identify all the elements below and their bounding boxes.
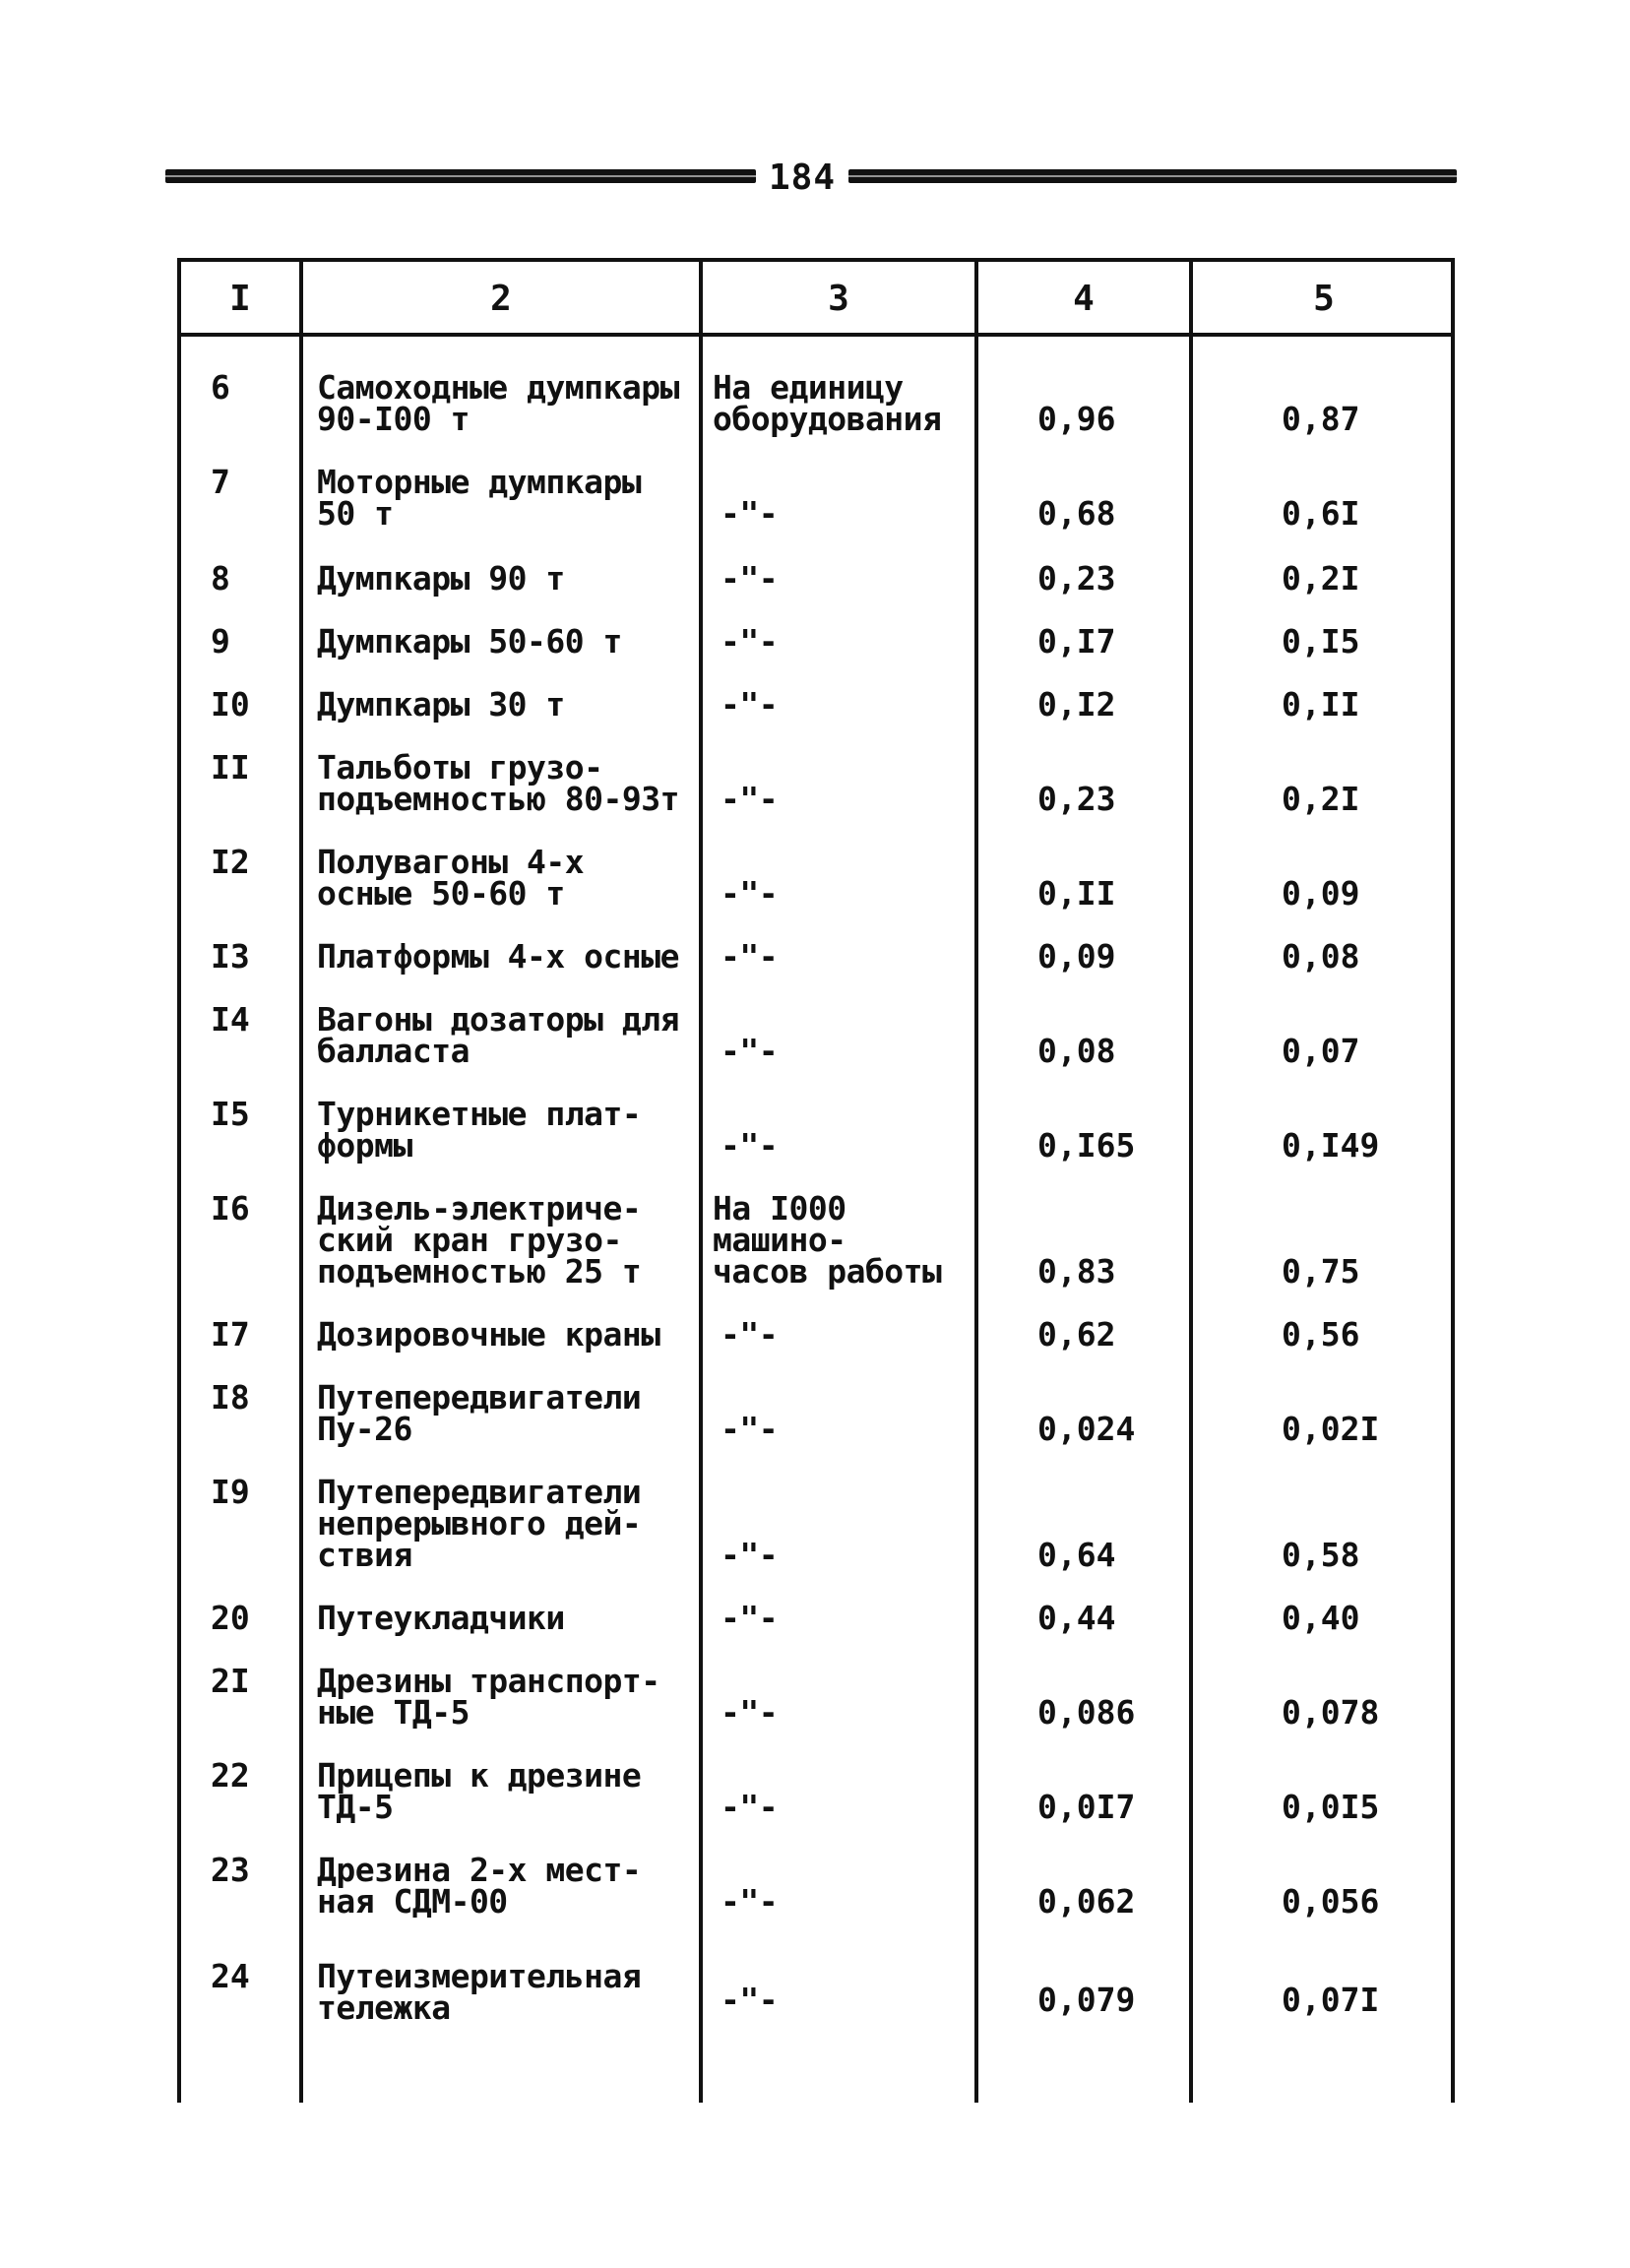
equipment-name: Думпкары 90 т — [317, 559, 565, 598]
row-number: I6 — [211, 1189, 250, 1228]
value-col-5: 0,75 — [1282, 1252, 1360, 1291]
equipment-name: Дрезины транспорт- ные ТД-5 — [317, 1662, 660, 1732]
table-row — [181, 368, 1459, 438]
row-number: I2 — [211, 843, 250, 881]
column-header-2: 2 — [490, 279, 512, 319]
unit-of-measure: -"- — [721, 1693, 779, 1732]
value-col-5: 0,I49 — [1282, 1126, 1380, 1165]
row-number: 9 — [211, 622, 230, 661]
value-col-5: 0,07 — [1282, 1032, 1360, 1070]
table-row — [181, 1315, 1459, 1354]
value-col-5: 0,40 — [1282, 1599, 1360, 1637]
table-row — [181, 1599, 1459, 1637]
table-row — [181, 1756, 1459, 1826]
value-col-4: 0,I2 — [1037, 685, 1116, 724]
table-row — [181, 1378, 1459, 1448]
row-number: I0 — [211, 685, 250, 724]
row-number: II — [211, 748, 250, 787]
value-col-5: 0,2I — [1282, 559, 1360, 598]
equipment-name: Думпкары 30 т — [317, 685, 565, 724]
value-col-5: 0,2I — [1282, 780, 1360, 818]
value-col-5: 0,II — [1282, 685, 1360, 724]
value-col-4: 0,44 — [1037, 1599, 1116, 1637]
equipment-table — [177, 258, 1455, 2103]
equipment-name: Прицепы к дрезине ТД-5 — [317, 1756, 642, 1826]
value-col-4: 0,I7 — [1037, 622, 1116, 661]
row-number: I8 — [211, 1378, 250, 1417]
value-col-5: 0,07I — [1282, 1981, 1380, 2019]
header-rule-left — [165, 169, 756, 183]
unit-of-measure: На единицу оборудования — [713, 368, 942, 438]
unit-of-measure: -"- — [721, 559, 779, 598]
table-row — [181, 1473, 1459, 1574]
row-number: 23 — [211, 1851, 250, 1889]
value-col-5: 0,0I5 — [1282, 1788, 1380, 1826]
row-number: 22 — [211, 1756, 250, 1795]
value-col-4: 0,062 — [1037, 1882, 1136, 1921]
row-number: 2I — [211, 1662, 250, 1700]
value-col-5: 0,078 — [1282, 1693, 1380, 1732]
value-col-5: 0,87 — [1282, 400, 1360, 438]
table-row — [181, 937, 1459, 976]
unit-of-measure: -"- — [721, 1536, 779, 1574]
column-divider — [1189, 262, 1193, 2103]
table-row — [181, 843, 1459, 913]
equipment-name: Путепередвигатели непрерывного дей- ствия — [317, 1473, 642, 1574]
table-row — [181, 1851, 1459, 1921]
row-number: 7 — [211, 463, 230, 501]
unit-of-measure: -"- — [721, 494, 779, 533]
value-col-5: 0,I5 — [1282, 622, 1360, 661]
value-col-4: 0,62 — [1037, 1315, 1116, 1354]
table-row — [181, 1000, 1459, 1070]
table-row — [181, 1957, 1459, 2027]
value-col-4: 0,08 — [1037, 1032, 1116, 1070]
equipment-name: Турникетные плат- формы — [317, 1095, 642, 1165]
row-number: I4 — [211, 1000, 250, 1039]
value-col-5: 0,56 — [1282, 1315, 1360, 1354]
unit-of-measure: -"- — [721, 1126, 779, 1165]
column-header-4: 4 — [1073, 279, 1095, 319]
unit-of-measure: -"- — [721, 1032, 779, 1070]
unit-of-measure: -"- — [721, 874, 779, 913]
table-row — [181, 685, 1459, 724]
row-number: 24 — [211, 1957, 250, 1995]
equipment-name: Дозировочные краны — [317, 1315, 660, 1354]
equipment-name: Путеизмерительная тележка — [317, 1957, 642, 2027]
header-rule-right — [848, 169, 1457, 183]
unit-of-measure: -"- — [721, 780, 779, 818]
equipment-name: Путеукладчики — [317, 1599, 565, 1637]
unit-of-measure: -"- — [721, 1315, 779, 1354]
value-col-5: 0,6I — [1282, 494, 1360, 533]
row-number: 20 — [211, 1599, 250, 1637]
row-number: 8 — [211, 559, 230, 598]
value-col-4: 0,23 — [1037, 780, 1116, 818]
column-divider — [699, 262, 703, 2103]
value-col-5: 0,58 — [1282, 1536, 1360, 1574]
equipment-name: Самоходные думпкары 90-I00 т — [317, 368, 679, 438]
value-col-4: 0,83 — [1037, 1252, 1116, 1291]
page-number: 184 — [768, 158, 837, 198]
value-col-4: 0,079 — [1037, 1981, 1136, 2019]
table-row — [181, 622, 1459, 661]
equipment-name: Дрезина 2-х мест- ная СДМ-00 — [317, 1851, 642, 1921]
column-divider — [299, 262, 303, 2103]
value-col-4: 0,09 — [1037, 937, 1116, 976]
unit-of-measure: -"- — [721, 1882, 779, 1921]
table-row — [181, 748, 1459, 818]
row-number: 6 — [211, 368, 230, 407]
unit-of-measure: -"- — [721, 1981, 779, 2019]
column-header-1: I — [229, 279, 251, 319]
equipment-name: Дизель-электриче- ский кран грузо- подъемностью 25 т — [317, 1189, 642, 1291]
table-row — [181, 1095, 1459, 1165]
value-col-4: 0,II — [1037, 874, 1116, 913]
value-col-4: 0,I65 — [1037, 1126, 1136, 1165]
equipment-name: Полувагоны 4-х осные 50-60 т — [317, 843, 585, 913]
value-col-5: 0,09 — [1282, 874, 1360, 913]
table-row — [181, 559, 1459, 598]
row-number: I7 — [211, 1315, 250, 1354]
column-header-3: 3 — [828, 279, 849, 319]
equipment-name: Тальботы грузо- подъемностью 80-93т — [317, 748, 679, 818]
column-header-5: 5 — [1313, 279, 1335, 319]
value-col-5: 0,08 — [1282, 937, 1360, 976]
unit-of-measure: -"- — [721, 1788, 779, 1826]
unit-of-measure: -"- — [721, 1599, 779, 1637]
unit-of-measure: -"- — [721, 685, 779, 724]
unit-of-measure: На I000 машино- часов работы — [713, 1189, 942, 1291]
value-col-4: 0,68 — [1037, 494, 1116, 533]
value-col-4: 0,64 — [1037, 1536, 1116, 1574]
value-col-4: 0,086 — [1037, 1693, 1136, 1732]
table-row — [181, 1662, 1459, 1732]
table-row — [181, 1189, 1459, 1291]
unit-of-measure: -"- — [721, 622, 779, 661]
value-col-4: 0,0I7 — [1037, 1788, 1136, 1826]
row-number: I5 — [211, 1095, 250, 1133]
row-number: I3 — [211, 937, 250, 976]
value-col-5: 0,056 — [1282, 1882, 1380, 1921]
header-divider — [181, 333, 1451, 337]
value-col-4: 0,23 — [1037, 559, 1116, 598]
page-header-rule — [165, 158, 1457, 198]
unit-of-measure: -"- — [721, 937, 779, 976]
column-divider — [974, 262, 978, 2103]
equipment-name: Вагоны дозаторы для балласта — [317, 1000, 679, 1070]
value-col-4: 0,96 — [1037, 400, 1116, 438]
equipment-name: Думпкары 50-60 т — [317, 622, 622, 661]
value-col-5: 0,02I — [1282, 1410, 1380, 1448]
equipment-name: Путепередвигатели Пу-26 — [317, 1378, 642, 1448]
unit-of-measure: -"- — [721, 1410, 779, 1448]
value-col-4: 0,024 — [1037, 1410, 1136, 1448]
row-number: I9 — [211, 1473, 250, 1511]
equipment-name: Платформы 4-х осные — [317, 937, 679, 976]
table-row — [181, 463, 1459, 533]
equipment-name: Моторные думпкары 50 т — [317, 463, 642, 533]
